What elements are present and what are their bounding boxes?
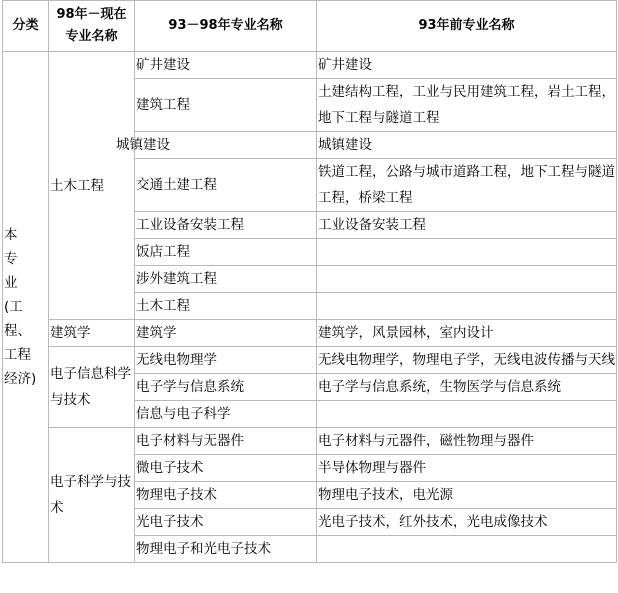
table-row	[3, 347, 617, 374]
name-93-98-cell: 工业设备安装工程	[135, 212, 317, 239]
name-93-98-cell: 微电子技术	[135, 455, 317, 482]
name-pre-93-cell: 建筑学，风景园林，室内设计	[317, 320, 617, 347]
name-pre-93-cell: 土建结构工程，工业与民用建筑工程，岩土工程，地下工程与隧道工程	[317, 79, 617, 132]
name-93-98-cell: 建筑工程	[135, 79, 317, 132]
name-93-98-cell: 建筑学	[135, 320, 317, 347]
name-93-98-cell: 光电子技术	[135, 509, 317, 536]
name-93-98-cell: 交通土建工程	[135, 159, 317, 212]
table-row	[3, 52, 617, 79]
header-row	[3, 1, 617, 52]
name-pre-93-cell	[317, 401, 617, 428]
name-93-98-cell: 电子材料与无器件	[135, 428, 317, 455]
name-pre-93-cell	[317, 266, 617, 293]
current-name-cell: 土木工程	[49, 52, 135, 320]
name-pre-93-cell	[317, 239, 617, 266]
name-93-98-cell: 信息与电子科学	[135, 401, 317, 428]
header-name-93-98: 93－98年专业名称	[135, 1, 317, 52]
major-name-table	[2, 0, 617, 563]
name-93-98-cell: 城镇建设	[135, 132, 317, 159]
category-cell: 本 专 业 (工 程、 工程 经济)	[3, 52, 49, 563]
name-pre-93-cell	[317, 536, 617, 563]
header-current-name: 98年－现在 专业名称	[49, 1, 135, 52]
name-pre-93-cell: 电子材料与元器件，磁性物理与器件	[317, 428, 617, 455]
name-93-98-cell: 涉外建筑工程	[135, 266, 317, 293]
name-pre-93-cell: 无线电物理学，物理电子学，无线电波传播与天线	[317, 347, 617, 374]
table-row	[3, 428, 617, 455]
name-pre-93-cell	[317, 293, 617, 320]
current-name-cell: 电子科学与技术	[49, 428, 135, 563]
name-93-98-cell: 物理电子和光电子技术	[135, 536, 317, 563]
name-93-98-cell: 矿井建设	[135, 52, 317, 79]
table-row	[3, 320, 617, 347]
name-93-98-cell: 土木工程	[135, 293, 317, 320]
current-name-cell: 建筑学	[49, 320, 135, 347]
name-93-98-cell: 饭店工程	[135, 239, 317, 266]
name-pre-93-cell: 电子学与信息系统，生物医学与信息系统	[317, 374, 617, 401]
name-pre-93-cell: 半导体物理与器件	[317, 455, 617, 482]
header-category: 分类	[3, 1, 49, 52]
name-93-98-cell: 无线电物理学	[135, 347, 317, 374]
name-93-98-cell: 电子学与信息系统	[135, 374, 317, 401]
name-pre-93-cell: 铁道工程，公路与城市道路工程，地下工程与隧道工程，桥梁工程	[317, 159, 617, 212]
name-pre-93-cell: 物理电子技术，电光源	[317, 482, 617, 509]
name-pre-93-cell: 光电子技术，红外技术，光电成像技术	[317, 509, 617, 536]
header-name-pre-93: 93年前专业名称	[317, 1, 617, 52]
current-name-cell: 电子信息科学与技术	[49, 347, 135, 428]
name-pre-93-cell: 工业设备安装工程	[317, 212, 617, 239]
name-93-98-cell: 物理电子技术	[135, 482, 317, 509]
name-pre-93-cell: 城镇建设	[317, 132, 617, 159]
name-pre-93-cell: 矿井建设	[317, 52, 617, 79]
